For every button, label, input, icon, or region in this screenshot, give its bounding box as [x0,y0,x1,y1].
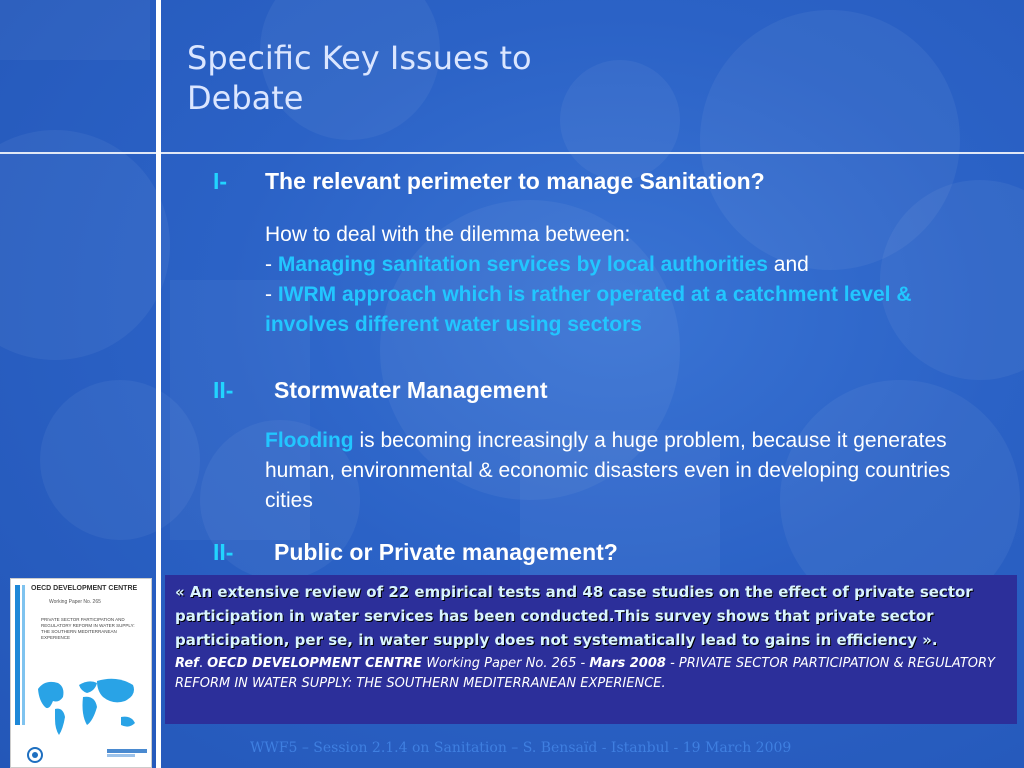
dash: - [265,283,278,306]
item-2-text: is becoming increasingly a huge problem, because it generates human, environmental & economic disasters even in developing countries cities [265,429,951,512]
oecd-logo-icon [27,747,47,763]
report-cover-thumbnail [10,578,152,768]
horizontal-divider [0,152,1024,154]
and-word: and [767,253,809,276]
item-1-heading: The relevant perimeter to manage Sanitation? [265,168,765,194]
item-1-option-2: IWRM approach which is rather operated at a catchment level & involves different water using sectors [265,283,912,336]
quote-box [165,575,1017,724]
cover-subtitle: Working Paper No. 265 [49,599,101,605]
vertical-divider [156,0,161,768]
item-2-body [265,426,990,516]
item-2-highlight: Flooding [265,429,354,452]
world-map-icon [33,671,145,741]
item-1-option-2-line [265,280,970,340]
cover-stripes-icon [15,585,27,725]
publisher-logo-icon [107,747,147,759]
ref-org: OECD DEVELOPMENT CENTRE [207,656,423,671]
ref-label: Ref [175,656,199,671]
item-3-numeral: II- [213,539,234,565]
ref-paper: Working Paper No. 265 - [422,656,590,671]
item-3-heading: Public or Private management? [274,539,618,565]
item-1-intro: How to deal with the dilemma between: [265,223,631,246]
cover-header: OECD DEVELOPMENT CENTRE [31,585,138,592]
item-1-option-1-line [265,250,985,280]
ref-title: - PRIVATE SECTOR PARTICIPATION & REGULATORY REFORM IN WATER SUPPLY: THE SOUTHERN MEDITERRANEAN EXPERIENCE. [175,656,995,691]
item-1-numeral: I- [213,168,228,194]
slide-footer: WWF5 – Session 2.1.4 on Sanitation – S. Bensaïd - Istanbul - 19 March 2009 [250,740,792,756]
item-2-heading: Stormwater Management [274,377,548,403]
ref-date: Mars 2008 [589,656,666,671]
slide-title: Specific Key Issues to Debate [187,39,532,117]
quote-reference: Ref. OECD DEVELOPMENT CENTRE Working Paper No. 265 - Mars 2008 - PRIVATE SECTOR PARTICIPATION & REGULATORY REFORM IN WATER SUPPLY: THE SOUTHERN MEDITERRANEAN EXPERIENCE. [175,656,995,691]
dash: - [265,253,278,276]
quote-text: « An extensive review of 22 empirical tests and 48 case studies on the effect of private sector participation in water services has been conducted.This survey shows that private sector participation, per se, in water supply does not systematically lead to gains in efficiency ». [175,583,973,649]
item-1-body [265,220,985,340]
item-1-option-1: Managing sanitation services by local authorities [277,253,768,276]
cover-body: PRIVATE SECTOR PARTICIPATION AND REGULATORY REFORM IN WATER SUPPLY: THE SOUTHERN MEDITERRANEAN EXPERIENCE [41,617,135,640]
item-2-numeral: II- [213,377,234,403]
